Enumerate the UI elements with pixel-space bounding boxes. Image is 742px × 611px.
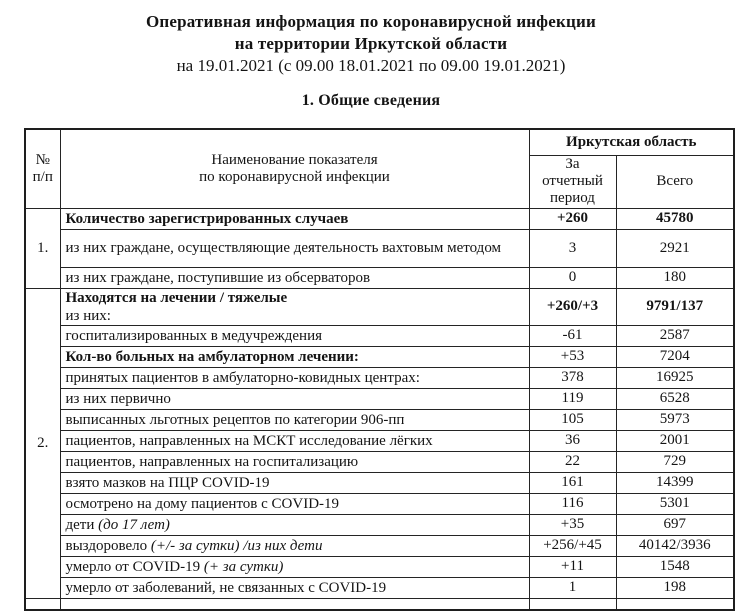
table-row [25,388,734,409]
document-date-line: на 19.01.2021 (с 09.00 18.01.2021 по 09.00 19.01.2021) [176,56,566,75]
total-value: 729 [616,451,734,472]
row-label: выписанных льготных рецептов по категории 906-пп [60,409,529,430]
total-value: 5301 [616,493,734,514]
table-row [25,208,734,229]
table-row [25,325,734,346]
row-label: принятых пациентов в амбулаторно-ковидных центрах: [60,367,529,388]
table-row [25,430,734,451]
row-label: взято мазков на ПЦР COVID-19 [60,472,529,493]
total-value: 14399 [616,472,734,493]
table-row [25,535,734,556]
period-value: 161 [529,472,616,493]
period-value: -61 [529,325,616,346]
document-title-line1: Оперативная информация по коронавирусной инфекции [145,12,596,31]
row-label: из них первично [60,388,529,409]
table-row [25,472,734,493]
period-value: 1 [529,577,616,598]
row-label: Находятся на лечении / тяжелые из них: [60,288,529,325]
table-row [25,514,734,535]
total-value: 2587 [616,325,734,346]
header-num: № п/п [25,129,60,208]
period-value: 119 [529,388,616,409]
total-value: 697 [616,514,734,535]
total-value: 16925 [616,367,734,388]
row-label: пациентов, направленных на МСКТ исследование лёгких [60,430,529,451]
row-label: осмотрено на дому пациентов с COVID-19 [60,493,529,514]
document-header [0,11,742,110]
period-value: 378 [529,367,616,388]
total-value: 5973 [616,409,734,430]
total-value: 9791/137 [616,288,734,325]
period-value: +260 [529,208,616,229]
period-value: 36 [529,430,616,451]
period-value: +11 [529,556,616,577]
header-indicator-name: Наименование показателя по коронавирусной инфекции [60,129,529,208]
table-row [25,346,734,367]
row-label: Количество зарегистрированных случаев [60,208,529,229]
row-label: умерло от COVID-19 (+ за сутки) [60,556,529,577]
period-value [529,598,616,610]
period-value: +260/+3 [529,288,616,325]
table-row [25,493,734,514]
section-heading: 1. Общие сведения [301,92,441,109]
row-label: дети (до 17 лет) [60,514,529,535]
total-value: 1548 [616,556,734,577]
group-number: 2. [25,288,60,598]
table-row [25,267,734,288]
period-value: 0 [529,267,616,288]
general-info-table [24,128,735,611]
period-value: +53 [529,346,616,367]
total-value [616,598,734,610]
table-row-partial [25,598,734,610]
total-value: 180 [616,267,734,288]
table-row [25,367,734,388]
total-value: 45780 [616,208,734,229]
row-label: из них граждане, осуществляющие деятельность вахтовым методом [60,229,529,267]
group-number [25,598,60,610]
period-value: 105 [529,409,616,430]
header-region: Иркутская область [529,129,734,155]
row-label: госпитализированных в медучреждения [60,325,529,346]
period-value: +35 [529,514,616,535]
table-row [25,556,734,577]
group-number: 1. [25,208,60,288]
header-total: Всего [616,155,734,208]
table-row [25,229,734,267]
total-value: 7204 [616,346,734,367]
table-row [25,577,734,598]
total-value: 6528 [616,388,734,409]
table-row [25,288,734,325]
total-value: 2001 [616,430,734,451]
header-reporting-period: За отчетный период [529,155,616,208]
row-label: умерло от заболеваний, не связанных с COVID-19 [60,577,529,598]
document-title-line2: на территории Иркутской области [234,34,508,53]
row-label: Кол-во больных на амбулаторном лечении: [60,346,529,367]
total-value: 2921 [616,229,734,267]
period-value: 116 [529,493,616,514]
period-value: 3 [529,229,616,267]
period-value: +256/+45 [529,535,616,556]
table-row [25,409,734,430]
period-value: 22 [529,451,616,472]
total-value: 40142/3936 [616,535,734,556]
row-label: из них граждане, поступившие из обсерваторов [60,267,529,288]
row-label [60,598,529,610]
total-value: 198 [616,577,734,598]
row-label: пациентов, направленных на госпитализацию [60,451,529,472]
row-label: выздоровело (+/- за сутки) /из них дети [60,535,529,556]
table-row [25,451,734,472]
table-header-row-region [25,129,734,155]
